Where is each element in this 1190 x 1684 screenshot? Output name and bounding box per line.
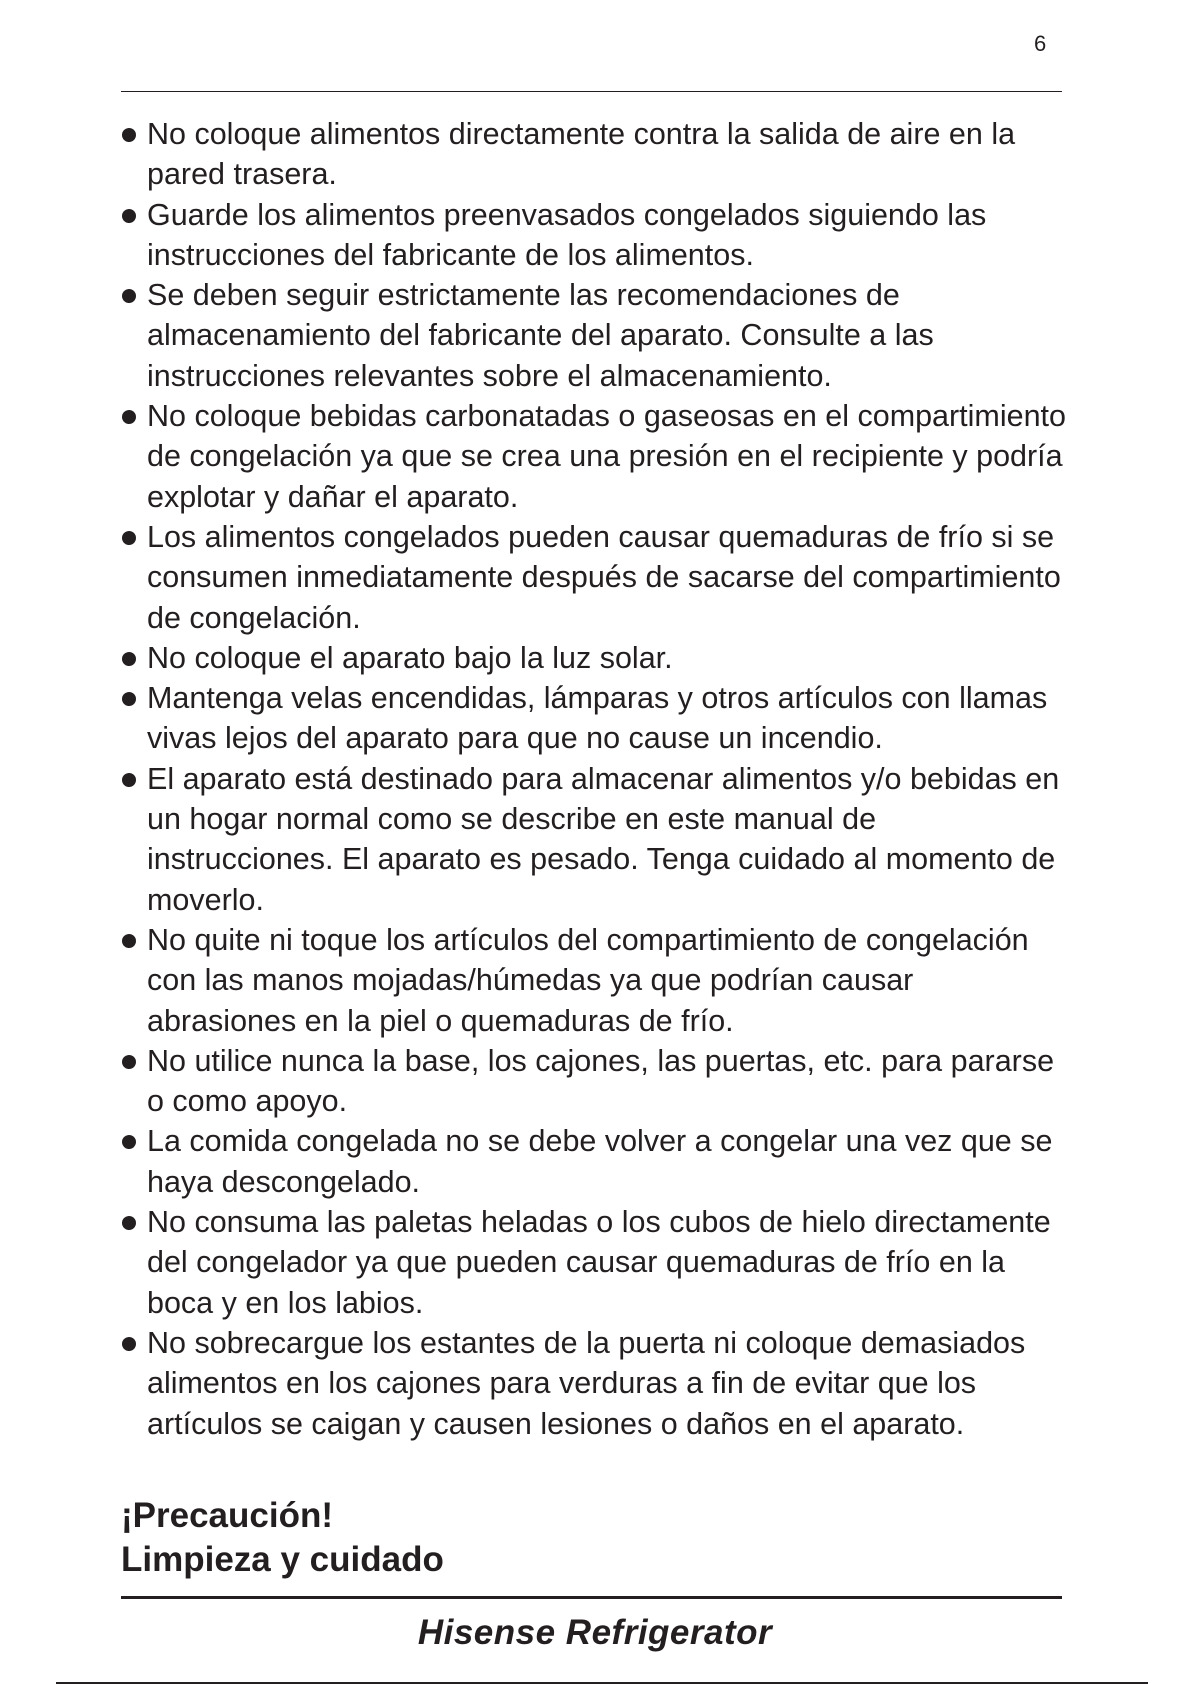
bullet-text: No sobrecargue los estantes de la puerta ni coloque demasiados alimentos en los cajones para verduras a fin de evitar que los artículos se caigan y causen lesiones o daños en el aparato. xyxy=(147,1325,1026,1441)
bullet-text: No coloque bebidas carbonatadas o gaseosas en el compartimiento de congelación ya que se crea una presión en el recipiente y podría explotar y dañar el aparato. xyxy=(147,399,1066,514)
bullet-dot-icon xyxy=(122,209,136,223)
brand-footer: Hisense Refrigerator xyxy=(417,1613,773,1652)
section-heading: Limpieza y cuidado xyxy=(121,1540,444,1579)
bullet-item xyxy=(121,759,1066,920)
bullet-text: La comida congelada no se debe volver a congelar una vez que se haya descongelado. xyxy=(147,1124,1053,1199)
bullet-dot-icon xyxy=(122,773,136,787)
bullet-item xyxy=(121,1323,1066,1444)
bullet-item xyxy=(121,114,1066,195)
bullet-item xyxy=(121,678,1066,759)
bullet-item xyxy=(121,920,1066,1041)
bullet-text: Los alimentos congelados pueden causar quemaduras de frío si se consumen inmediatamente después de sacarse del compartimiento de congelación. xyxy=(147,519,1061,635)
bullet-dot-icon xyxy=(122,934,136,948)
bullet-dot-icon xyxy=(122,1135,136,1149)
bullet-dot-icon xyxy=(122,692,136,706)
bullet-text: No quite ni toque los artículos del compartimiento de congelación con las manos mojadas/húmedas ya que podrían causar abrasiones en la piel o quemaduras de frío. xyxy=(147,922,1029,1038)
bullet-item xyxy=(121,275,1066,396)
bullet-text: No coloque alimentos directamente contra la salida de aire en la pared trasera. xyxy=(147,117,1016,192)
footer-divider xyxy=(121,1596,1062,1599)
bullet-text: No consuma las paletas heladas o los cubos de hielo directamente del congelador ya que pueden causar quemaduras de frío en la boca y en los labios. xyxy=(147,1205,1051,1320)
bullet-dot-icon xyxy=(122,1055,136,1069)
bullet-dot-icon xyxy=(122,128,136,142)
header-divider xyxy=(121,91,1062,92)
bullet-item xyxy=(121,1041,1066,1122)
bullet-text: Guarde los alimentos preenvasados congelados siguiendo las instrucciones del fabricante de los alimentos. xyxy=(147,197,987,272)
bullet-item xyxy=(121,1202,1066,1323)
caution-heading: ¡Precaución! xyxy=(121,1496,333,1535)
bullet-item xyxy=(121,1121,1066,1202)
bullet-text: El aparato está destinado para almacenar alimentos y/o bebidas en un hogar normal como se describe en este manual de instrucciones. El aparato es pesado. Tenga cuidado al momento de moverlo. xyxy=(147,761,1060,917)
bullet-dot-icon xyxy=(122,652,136,666)
bullet-item xyxy=(121,638,1066,678)
bullet-dot-icon xyxy=(122,410,136,424)
bullet-dot-icon xyxy=(122,1337,136,1351)
page-number: 6 xyxy=(1034,31,1047,56)
safety-bullet-list xyxy=(121,114,1066,1444)
bullet-text: No utilice nunca la base, los cajones, las puertas, etc. para pararse o como apoyo. xyxy=(147,1043,1055,1119)
bullet-text: Se deben seguir estrictamente las recomendaciones de almacenamiento del fabricante del aparato. Consulte a las instrucciones relevantes sobre el almacenamiento. xyxy=(147,278,934,393)
bullet-item xyxy=(121,195,1066,276)
bullet-item xyxy=(121,517,1066,638)
bullet-dot-icon xyxy=(122,289,136,303)
bullet-item xyxy=(121,396,1066,517)
bullet-text: Mantenga velas encendidas, lámparas y otros artículos con llamas vivas lejos del aparato para que no cause un incendio. xyxy=(147,681,1048,756)
bullet-text: No coloque el aparato bajo la luz solar. xyxy=(147,640,673,675)
bullet-dot-icon xyxy=(122,531,136,545)
bullet-dot-icon xyxy=(122,1216,136,1230)
